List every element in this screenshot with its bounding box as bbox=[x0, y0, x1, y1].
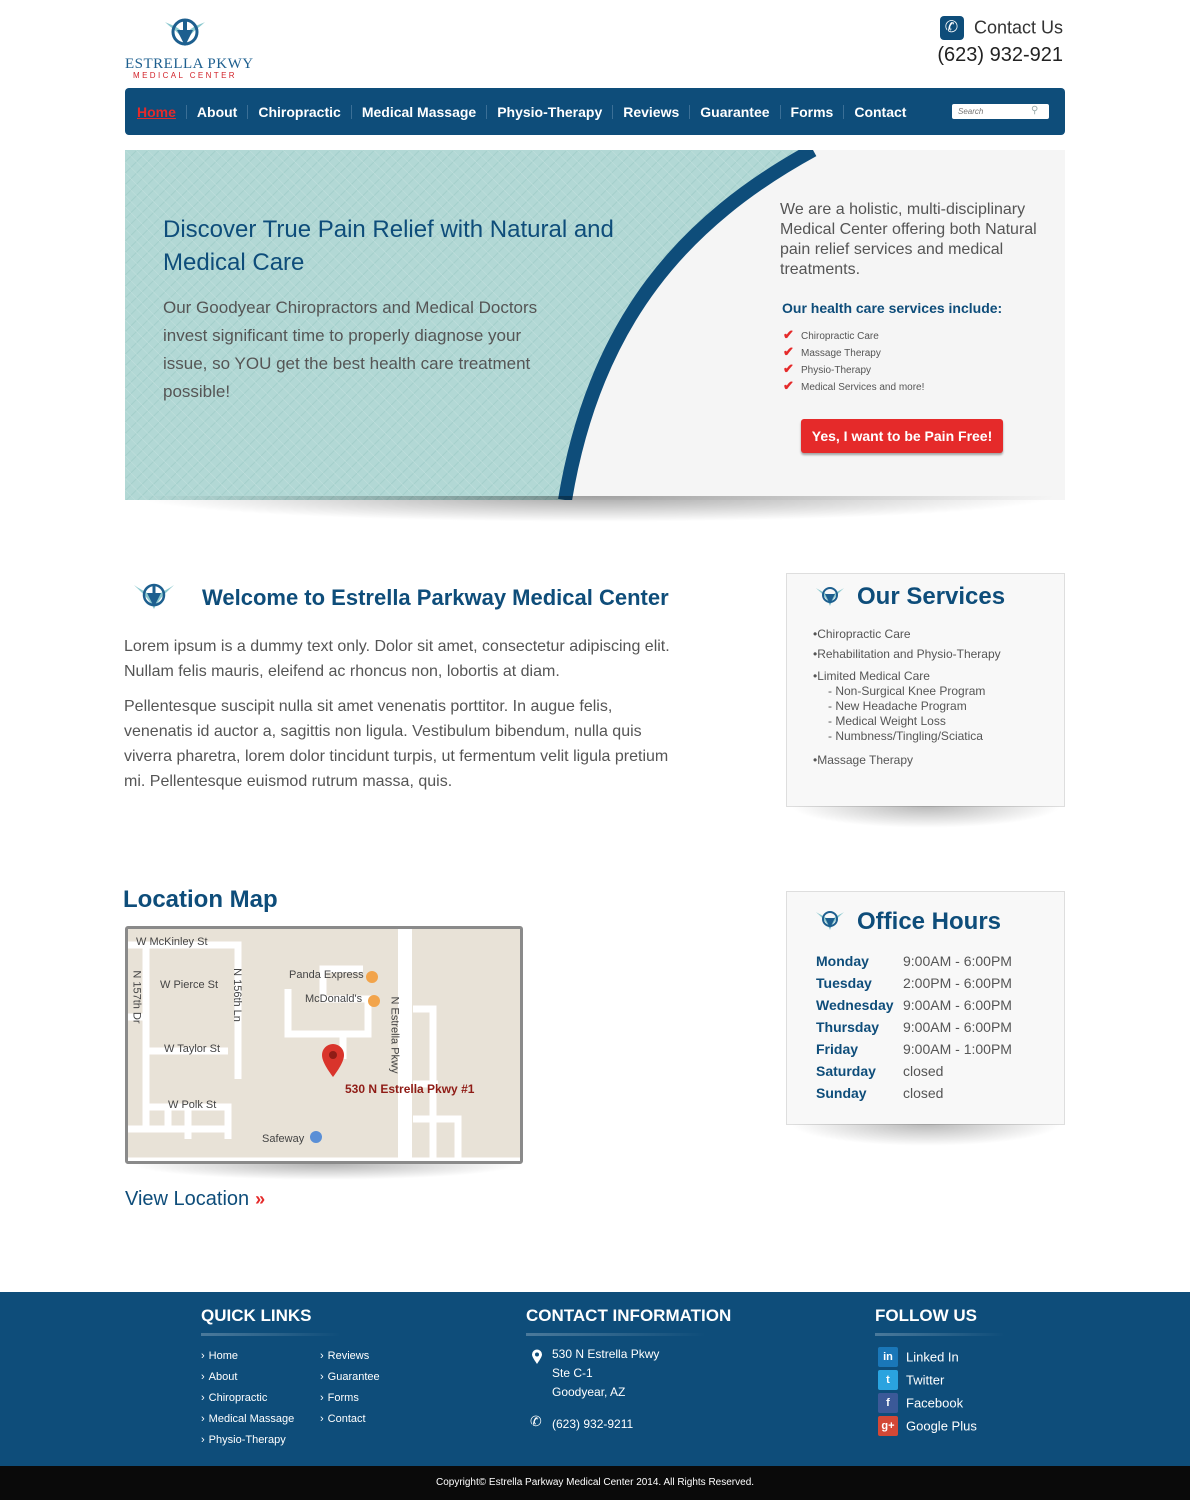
footer-link-reviews[interactable]: › Reviews bbox=[320, 1350, 370, 1362]
chevron-right-icon: › bbox=[320, 1350, 324, 1362]
nav-item-forms[interactable]: Forms bbox=[780, 105, 844, 119]
hours-emblem-icon bbox=[815, 908, 845, 932]
footer-link-about[interactable]: › About bbox=[201, 1371, 238, 1383]
phone-icon: ✆ bbox=[530, 1413, 542, 1429]
list-item: •Limited Medical Care bbox=[813, 669, 930, 683]
footer-link-home[interactable]: › Home bbox=[201, 1350, 239, 1362]
hero-services-heading: Our health care services include: bbox=[782, 300, 1003, 316]
divider bbox=[875, 1333, 1005, 1336]
footer-link-physio-therapy[interactable]: › Physio-Therapy bbox=[201, 1434, 286, 1446]
phone-icon: ✆ bbox=[940, 16, 964, 40]
header-phone[interactable]: (623) 932-921 bbox=[937, 44, 1063, 66]
map-label: Safeway bbox=[262, 1133, 305, 1145]
chevron-right-icon: › bbox=[320, 1371, 324, 1383]
nav-item-contact[interactable]: Contact bbox=[843, 105, 916, 119]
double-arrow-icon: » bbox=[255, 1189, 266, 1209]
header-contact bbox=[937, 16, 1063, 67]
map-label: N 156th Ln bbox=[230, 968, 243, 1022]
chevron-right-icon: › bbox=[201, 1371, 205, 1383]
table-row: Saturday closed bbox=[816, 1063, 944, 1079]
welcome-paragraph-2: Pellentesque suscipit nulla sit amet venenatis porttitor. In augue felis, venenatis id auctor a, sagittis non ligula. Vestibulum bibendum, nulla quis viverra pharetra, lorem dolor tincidunt turpis, ut fermentum velit ligula pretium mi. Pellentesque euismod rutrum massa, quis. bbox=[124, 698, 669, 790]
map-label: W Pierce St bbox=[160, 979, 219, 991]
footer-link-guarantee[interactable]: › Guarantee bbox=[320, 1371, 380, 1383]
nav-item-home[interactable]: Home bbox=[137, 103, 176, 120]
office-hours-title: Office Hours bbox=[857, 908, 1002, 935]
services-title: Our Services bbox=[857, 583, 1006, 610]
nav-item-reviews[interactable]: Reviews bbox=[612, 105, 689, 119]
chevron-right-icon: › bbox=[320, 1413, 324, 1425]
services-box-shadow bbox=[790, 806, 1062, 828]
quick-links-col-1 bbox=[201, 1350, 294, 1455]
hero-title: Discover True Pain Relief with Natural and Medical Care bbox=[163, 216, 614, 276]
footer-link-forms[interactable]: › Forms bbox=[320, 1392, 359, 1404]
map-label: W Taylor St bbox=[164, 1043, 221, 1055]
footer-link-chiropractic[interactable]: › Chiropractic bbox=[201, 1392, 268, 1404]
view-location-link[interactable]: View Location » bbox=[125, 1188, 266, 1210]
table-row: Monday 9:00AM - 6:00PM bbox=[816, 953, 1012, 969]
copyright-bar: Copyright© Estrella Parkway Medical Center 2014. All Rights Reserved. bbox=[0, 1466, 1190, 1500]
divider bbox=[201, 1333, 341, 1336]
office-hours-table bbox=[816, 950, 1012, 1104]
nav-item-medical-massage[interactable]: Medical Massage bbox=[351, 105, 486, 119]
linkedin-icon: in bbox=[878, 1347, 898, 1367]
check-icon: ✔ bbox=[783, 344, 794, 359]
social-link-google-plus[interactable]: g+ Google Plus bbox=[878, 1416, 977, 1439]
map-label: N 157th Dr bbox=[130, 970, 143, 1024]
check-icon: ✔ bbox=[783, 327, 794, 342]
map-label: N Estrella Pkwy bbox=[388, 996, 401, 1074]
list-item: ✔ Medical Services and more! bbox=[783, 378, 925, 393]
map-label: W Polk St bbox=[168, 1099, 217, 1111]
list-item: ✔ Massage Therapy bbox=[783, 344, 881, 359]
chevron-right-icon: › bbox=[201, 1392, 205, 1404]
list-item: ✔ Physio-Therapy bbox=[783, 361, 872, 376]
site-footer bbox=[0, 1292, 1190, 1466]
map-label: Panda Express bbox=[289, 969, 364, 981]
contact-us-link[interactable]: Contact Us bbox=[973, 17, 1063, 38]
footer-link-medical-massage[interactable]: › Medical Massage bbox=[201, 1413, 295, 1425]
logo-subtitle: MEDICAL CENTER bbox=[133, 71, 237, 80]
logo-name: ESTRELLA PKWY bbox=[125, 56, 254, 72]
map-shadow bbox=[130, 1164, 520, 1180]
list-item: •Massage Therapy bbox=[813, 753, 914, 767]
office-hours-box bbox=[786, 891, 1065, 1125]
table-row: Tuesday 2:00PM - 6:00PM bbox=[816, 975, 1012, 991]
twitter-icon: t bbox=[878, 1370, 898, 1390]
list-item: •Rehabilitation and Physio-Therapy bbox=[813, 647, 1001, 661]
map-address-label: 530 N Estrella Pkwy #1 bbox=[345, 1082, 475, 1096]
welcome-emblem-icon bbox=[132, 579, 176, 613]
main-nav bbox=[125, 88, 1065, 135]
location-pin-icon bbox=[531, 1349, 543, 1365]
pain-free-button[interactable]: Yes, I want to be Pain Free! bbox=[801, 419, 1003, 453]
list-item: - New Headache Program bbox=[828, 699, 967, 713]
map-label: McDonald's bbox=[305, 993, 363, 1005]
quick-links-col-2 bbox=[320, 1350, 380, 1434]
hero-shadow bbox=[130, 496, 1060, 522]
list-item: ✔ Chiropractic Care bbox=[783, 327, 879, 342]
follow-us-title: FOLLOW US bbox=[875, 1306, 977, 1325]
footer-address: 530 N Estrella Pkwy Ste C-1 Goodyear, AZ bbox=[552, 1347, 660, 1399]
nav-item-about[interactable]: About bbox=[186, 105, 247, 119]
welcome-paragraph-1: Lorem ipsum is a dummy text only. Dolor sit amet, consectetur adipiscing elit. Nullam felis mauris, eleifend ac rhoncus non, lobortis at diam. bbox=[124, 638, 670, 680]
social-link-facebook[interactable]: f Facebook bbox=[878, 1393, 977, 1416]
site-logo[interactable] bbox=[125, 16, 254, 80]
chevron-right-icon: › bbox=[320, 1392, 324, 1404]
services-list bbox=[813, 627, 1001, 768]
hero-banner bbox=[125, 150, 1065, 500]
social-link-twitter[interactable]: t Twitter bbox=[878, 1370, 977, 1393]
check-icon: ✔ bbox=[783, 378, 794, 393]
table-row: Wednesday 9:00AM - 6:00PM bbox=[816, 997, 1012, 1013]
location-title: Location Map bbox=[123, 886, 278, 913]
welcome-title: Welcome to Estrella Parkway Medical Center bbox=[202, 585, 669, 610]
contact-info-title: CONTACT INFORMATION bbox=[526, 1306, 732, 1325]
chevron-right-icon: › bbox=[201, 1413, 205, 1425]
nav-item-physio-therapy[interactable]: Physio-Therapy bbox=[486, 105, 612, 119]
nav-item-guarantee[interactable]: Guarantee bbox=[689, 105, 779, 119]
footer-phone[interactable]: (623) 932-9211 bbox=[552, 1417, 634, 1431]
table-row: Thursday 9:00AM - 6:00PM bbox=[816, 1019, 1012, 1035]
table-row: Sunday closed bbox=[816, 1085, 944, 1101]
hero-services-list bbox=[783, 326, 924, 394]
services-box bbox=[786, 573, 1065, 807]
social-links bbox=[878, 1347, 977, 1439]
facebook-icon: f bbox=[878, 1393, 898, 1413]
google-plus-icon: g+ bbox=[878, 1416, 898, 1436]
map-label: W McKinley St bbox=[136, 936, 208, 948]
table-row: Friday 9:00AM - 1:00PM bbox=[816, 1041, 1012, 1057]
nav-item-chiropractic[interactable]: Chiropractic bbox=[247, 105, 350, 119]
divider bbox=[526, 1333, 706, 1336]
logo-emblem-icon bbox=[125, 16, 245, 56]
footer-link-contact[interactable]: › Contact bbox=[320, 1413, 366, 1425]
hero-text: Our Goodyear Chiropractors and Medical Doctors invest significant time to properly diagnose your issue, so YOU get the best health care treatment possible! bbox=[163, 298, 538, 401]
location-map[interactable] bbox=[125, 926, 523, 1164]
services-emblem-icon bbox=[815, 584, 845, 608]
list-item: - Numbness/Tingling/Sciatica bbox=[828, 729, 983, 743]
social-link-linkedin[interactable]: in Linked In bbox=[878, 1347, 977, 1370]
check-icon: ✔ bbox=[783, 361, 794, 376]
chevron-right-icon: › bbox=[201, 1350, 205, 1362]
chevron-right-icon: › bbox=[201, 1434, 205, 1446]
office-hours-box-shadow bbox=[790, 1124, 1062, 1146]
hero-intro: We are a holistic, multi-disciplinary Medical Center offering both Natural pain relief services and medical treatments. bbox=[780, 201, 1037, 278]
list-item: •Chiropractic Care bbox=[813, 627, 911, 641]
list-item: - Non-Surgical Knee Program bbox=[828, 684, 986, 698]
quick-links-title: QUICK LINKS bbox=[201, 1306, 312, 1325]
search-icon[interactable]: ⚲ bbox=[1031, 105, 1039, 116]
list-item: - Medical Weight Loss bbox=[828, 714, 946, 728]
